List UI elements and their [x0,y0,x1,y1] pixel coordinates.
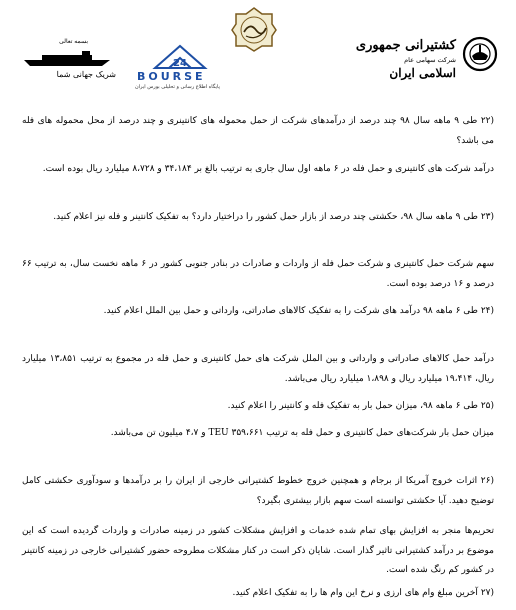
bourse-logo-icon [135,42,240,72]
letterhead [0,0,516,100]
irisl-emblem-icon [462,36,498,72]
bourse-wordmark: BOURSE [137,70,206,83]
answer-22: درآمد شرکت های کانتینری و حمل فله در ۶ ماهه اول سال جاری به ترتیب بالغ بر ۳۴،۱۸۴ و ۸،۷۲۸ میلیارد ریال بوده است. [42,164,494,174]
answer-25: میزان حمل بار شرکت‌های حمل کانتینری و حمل فله به ترتیب TEU ۳۵۹،۶۶۱ و ۴،۷ میلیون تن می‌باشد. [110,428,494,438]
question-26: (۲۶ اثرات خروج آمریکا از برجام و همچنین خروج خطوط کشتیرانی خارجی از ایران را بر درآمدها و سودآوری حکشتی کامل توضیح دهید. آیا حکشتی توانسته است سهم بازار بیشتری بگیرد؟ [22,476,494,506]
question-24: (۲۴ طی ۶ ماهه ۹۸ درآمد های شرکت را به تفکیک کالاهای صادراتی، وارداتی و حمل بین الملل اعلام کنید. [103,306,494,316]
question-22: (۲۲ طی ۹ ماهه سال ۹۸ چند درصد از درآمدهای شرکت از حمل محموله های کانتینری و چند درصد از محل محموله های فله می باشد؟ [22,116,494,146]
svg-text:24: 24 [173,58,187,69]
irisl-logo-block [328,30,498,90]
answer-23: سهم شرکت حمل کانتینری و شرکت حمل فله از واردات و صادرات در بنادر جنوبی کشور در ۶ ماهه نخست سال، به ترتیب ۶۶ درصد و ۱۶ درصد بوده است. [22,259,494,289]
basmala-text: بسمه تعالی [59,38,88,45]
ship-icon [22,50,116,68]
question-23: (۲۳ طی ۹ ماهه سال ۹۸، حکشتی چند درصد از بازار حمل کشور را دراختیار دارد؟ به تفکیک کانتینر و فله نیز اعلام کنید. [53,212,494,222]
question-25: (۲۵ طی ۶ ماهه ۹۸، میزان حمل بار به تفکیک فله و کانتینر را اعلام کنید. [227,401,494,411]
bourse-subtitle: پایگاه اطلاع رسانی و تحلیلی بورس ایران [135,84,220,90]
bourse-logo-block [135,42,240,92]
company-title: کشتیرانی جمهوری [355,38,456,53]
company-subtitle: شرکت سهامی عام [404,56,456,64]
answer-26: تحریم‌ها منجر به افزایش بهای تمام شده خدمات و افزایش مشکلات کشور در زمینه صادرات و واردات گردیده است که این موضوع بر درآمد کشتیرانی تاثیر گذار است. شایان ذکر است در کنار مشکلات مطروحه حضور کشتیرانی خارجی در زمینه کانتینر در کشور کم رنگ شده است. [22,526,494,575]
partner-tagline: شریک جهانی شما [56,70,116,79]
partner-block [18,38,118,83]
company-name: اسلامی ایران [389,66,456,80]
question-27: (۲۷ آخرین مبلغ وام های ارزی و نرخ این وام ها را به تفکیک اعلام کنید. [232,588,494,598]
answer-24: درآمد حمل کالاهای صادراتی و وارداتی و بین الملل شرکت های حمل کانتینری و حمل فله در مجموع به ترتیب ۱۳،۸۵۱ میلیارد ریال، ۱۹،۴۱۴ میلیارد ریال و ۱،۸۹۸ میلیارد ریال می‌باشد. [22,354,494,384]
